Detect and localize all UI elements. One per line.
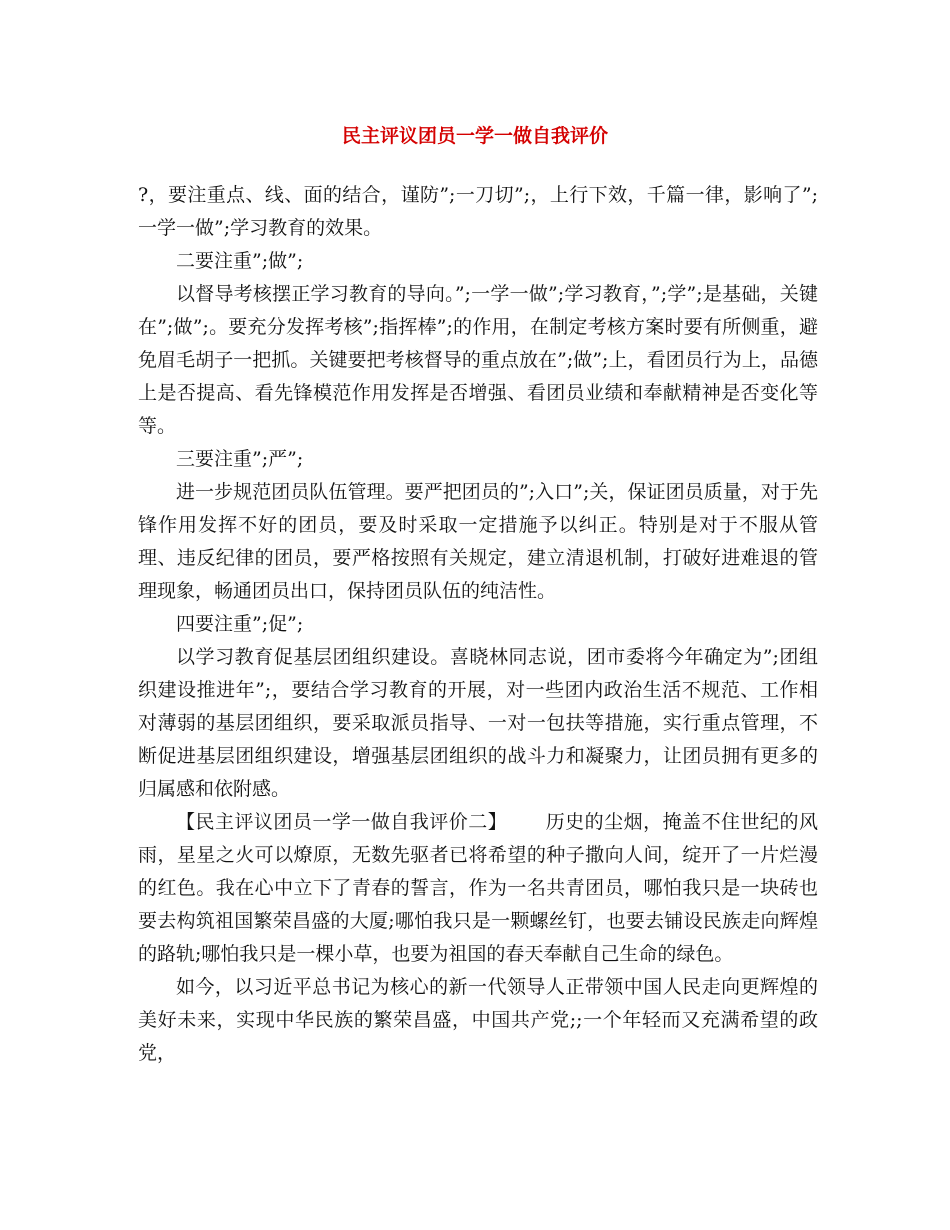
subheading-do: 二要注重”;做”; bbox=[176, 250, 304, 272]
section-two-text: 历史的尘烟，掩盖不住世纪的风雨，星星之火可以燎原，无数先驱者已将希望的种子撒向人间，绽开了一片烂漫的红色。我在心中立下了青春的誓言，作为一名共青团员，哪怕我只是一块砖也要去构筑祖国繁荣昌盛的大厦;哪怕我只是一颗螺丝钉，也要去铺设民族走向辉煌的路轨;哪怕我只是一棵小草，也要为祖国的春天奉献自己生命的绿色。 bbox=[138, 811, 818, 965]
paragraph-member-management: 进一步规范团员队伍管理。要严把团员的”;入口”;关，保证团员质量，对于先锋作用发挥不好的团员，要及时采取一定措施予以纠正。特别是对于不服从管理、违反纪律的团员，要严格按照有关规定，建立清退机制，打破好进难退的管理现象，畅通团员出口，保持团员队伍的纯洁性。 bbox=[138, 481, 818, 602]
paragraph-continuation: ?，要注重点、线、面的结合，谨防”;一刀切”;，上行下效，千篇一律，影响了”;一学一做”;学习教育的效果。 bbox=[138, 184, 818, 239]
paragraph-organization-building: 以学习教育促基层团组织建设。喜晓林同志说，团市委将今年确定为”;团组织建设推进年”;，要结合学习教育的开展，对一些团内政治生活不规范、工作相对薄弱的基层团组织，要采取派员指导、一对一包扶等措施，实行重点管理，不断促进基层团组织建设，增强基层团组织的战斗力和凝聚力，让团员拥有更多的归属感和依附感。 bbox=[138, 646, 818, 800]
document-body bbox=[138, 179, 818, 1070]
document-title: 民主评议团员一学一做自我评价 bbox=[341, 125, 608, 147]
subheading-promote: 四要注重”;促”; bbox=[176, 613, 304, 635]
paragraph-today: 如今，以习近平总书记为核心的新一代领导人正带领中国人民走向更辉煌的美好未来，实现中华民族的繁荣昌盛，中国共产党;;一个年轻而又充满希望的政党， bbox=[138, 976, 818, 1064]
subheading-strict: 三要注重”;严”; bbox=[176, 448, 304, 470]
paragraph-supervision: 以督导考核摆正学习教育的导向。”;一学一做”;学习教育，”;学”;是基础，关键在”;做”;。要充分发挥考核”;指挥棒”;的作用，在制定考核方案时要有所侧重，避免眉毛胡子一把抓。关键要把考核督导的重点放在”;做”;上，看团员行为上，品德上是否提高、看先锋模范作用发挥是否增强、看团员业绩和奉献精神是否变化等等。 bbox=[138, 283, 818, 437]
section-two-heading: 【民主评议团员一学一做自我评价二】 bbox=[176, 811, 508, 833]
paragraph-section-two bbox=[138, 806, 818, 971]
